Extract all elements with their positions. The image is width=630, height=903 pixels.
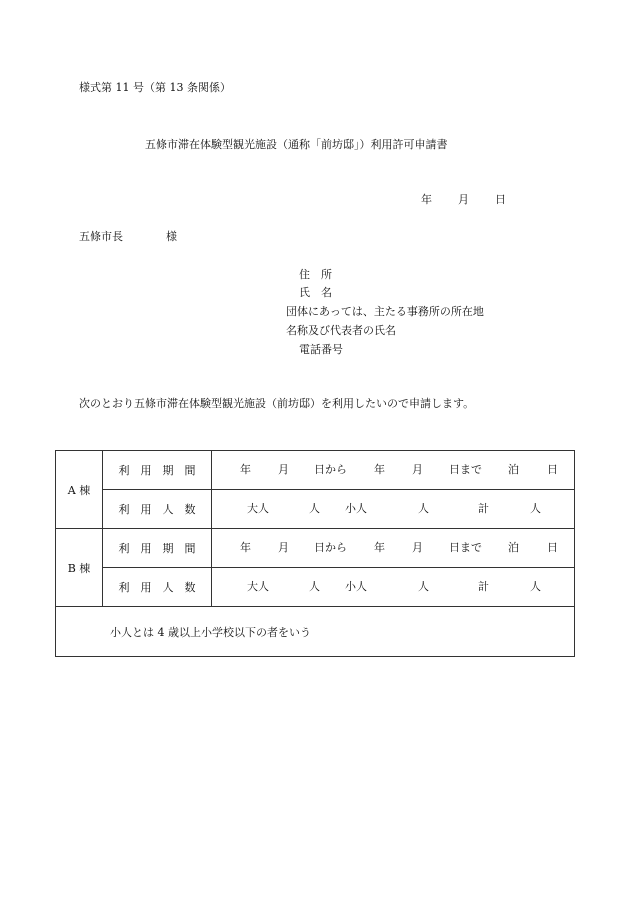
count-total-unit: 人 — [530, 580, 541, 593]
table-row-a-period — [56, 451, 575, 490]
period-year1: 年 — [240, 463, 251, 476]
building-a-label: A 棟 — [56, 451, 103, 529]
count-total: 計 — [478, 502, 489, 515]
table-row-a-count — [56, 490, 575, 529]
table-row-note — [56, 607, 575, 657]
table-row-b-count — [56, 568, 575, 607]
period-days: 日 — [547, 541, 558, 554]
count-child-unit: 人 — [418, 502, 429, 515]
period-year1: 年 — [240, 541, 251, 554]
count-label: 利 用 人 数 — [103, 568, 212, 607]
count-adult-unit: 人 — [309, 580, 320, 593]
count-adult: 大人 — [247, 502, 269, 515]
applicant-address-label: 住 所 — [299, 268, 332, 281]
child-definition-note: 小人とは 4 歳以上小学校以下の者をいう — [56, 607, 575, 657]
addressee-honorific: 様 — [166, 230, 177, 243]
period-label: 利 用 期 間 — [103, 451, 212, 490]
period-cell[interactable] — [212, 451, 575, 490]
document-title: 五條市滞在体験型観光施設（通称「前坊邸」）利用許可申請書 — [145, 138, 448, 151]
applicant-phone-label: 電話番号 — [299, 343, 343, 356]
count-child: 小人 — [345, 502, 367, 515]
period-year2: 年 — [374, 541, 385, 554]
count-adult: 大人 — [247, 580, 269, 593]
table-row-b-period — [56, 529, 575, 568]
period-nights: 泊 — [508, 463, 519, 476]
period-from: 日から — [314, 463, 347, 476]
addressee-name: 五條市長 — [79, 230, 123, 243]
count-child-unit: 人 — [418, 580, 429, 593]
count-cell[interactable] — [212, 490, 575, 529]
count-child: 小人 — [345, 580, 367, 593]
period-from: 日から — [314, 541, 347, 554]
period-nights: 泊 — [508, 541, 519, 554]
date-month-label: 月 — [458, 193, 469, 206]
applicant-org-label-line1: 団体にあっては、主たる事務所の所在地 — [286, 305, 484, 318]
period-year2: 年 — [374, 463, 385, 476]
period-to: 日まで — [449, 541, 482, 554]
period-month2: 月 — [412, 463, 423, 476]
period-month2: 月 — [412, 541, 423, 554]
count-cell[interactable] — [212, 568, 575, 607]
count-total: 計 — [478, 580, 489, 593]
period-to: 日まで — [449, 463, 482, 476]
form-number: 様式第 11 号（第 13 条関係） — [79, 81, 231, 94]
count-label: 利 用 人 数 — [103, 490, 212, 529]
building-b-label: B 棟 — [56, 529, 103, 607]
period-month1: 月 — [278, 463, 289, 476]
date-day-label: 日 — [495, 193, 506, 206]
application-statement: 次のとおり五條市滞在体験型観光施設（前坊邸）を利用したいので申請します。 — [79, 397, 475, 410]
usage-table — [55, 450, 575, 657]
applicant-name-label: 氏 名 — [299, 286, 332, 299]
count-total-unit: 人 — [530, 502, 541, 515]
count-adult-unit: 人 — [309, 502, 320, 515]
date-year-label: 年 — [421, 193, 432, 206]
period-cell[interactable] — [212, 529, 575, 568]
period-label: 利 用 期 間 — [103, 529, 212, 568]
period-month1: 月 — [278, 541, 289, 554]
applicant-org-label-line2: 名称及び代表者の氏名 — [286, 324, 396, 337]
period-days: 日 — [547, 463, 558, 476]
